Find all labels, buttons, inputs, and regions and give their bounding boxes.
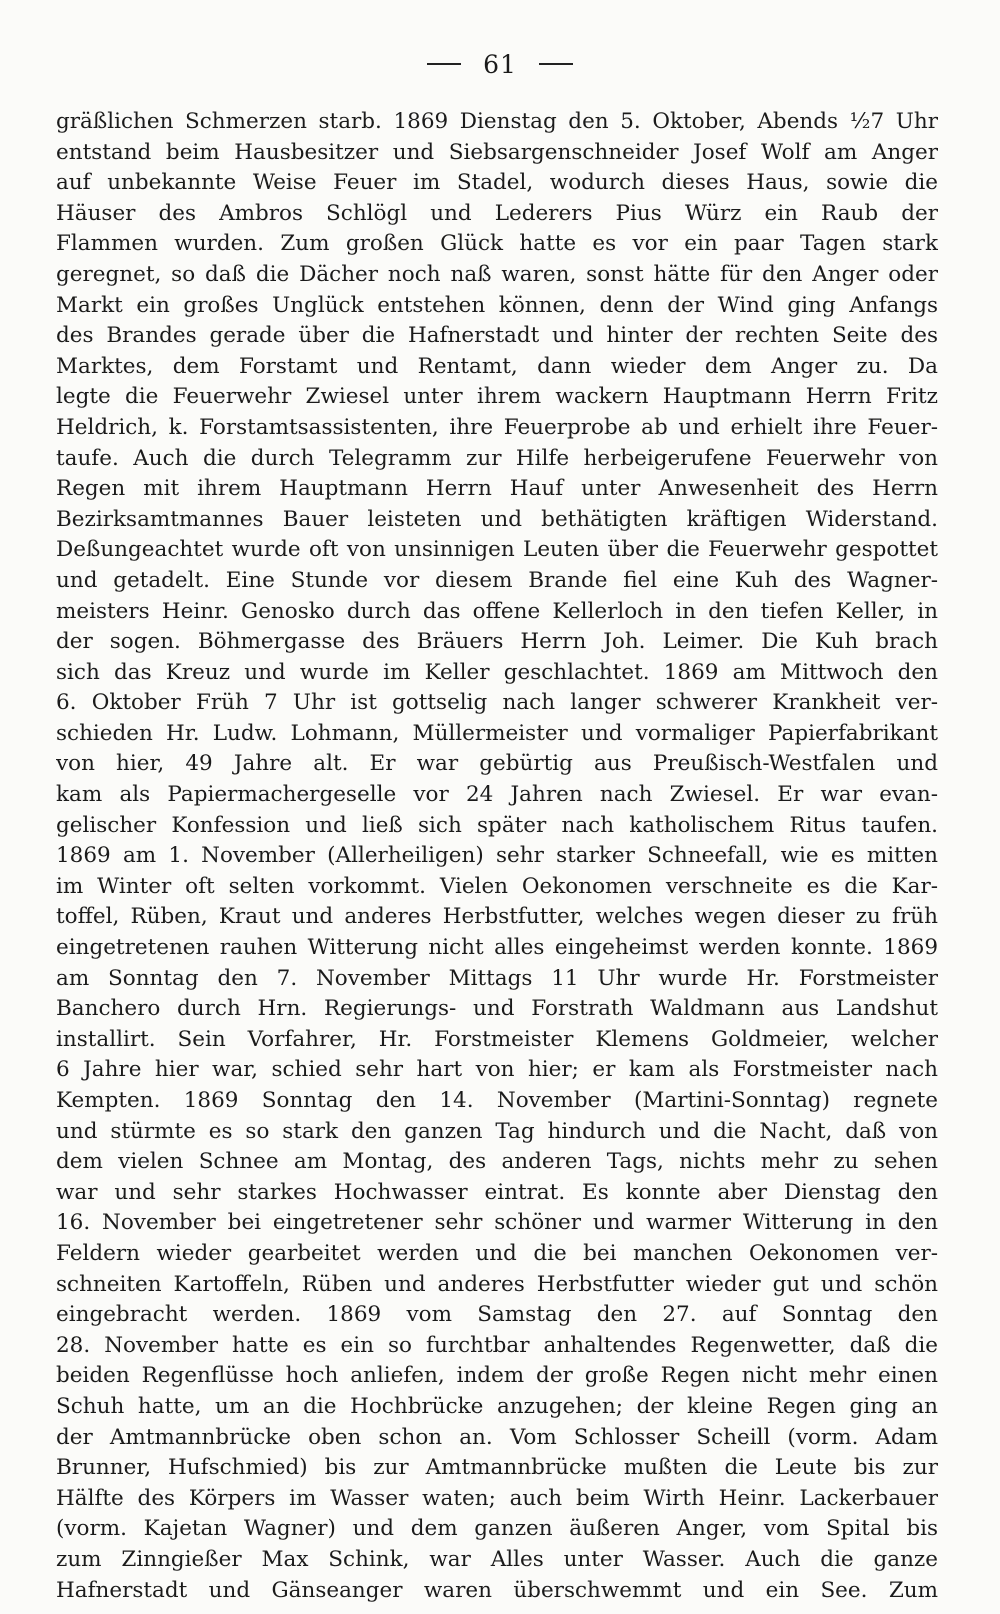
header-dash-left [427, 63, 461, 65]
text-line: 28. November hatte es ein so furchtbar anhaltendes Regenwetter, daß die [56, 1332, 938, 1358]
text-line: gräßlichen Schmerzen starb. 1869 Dienstag den 5. Oktober, Abends ½7 Uhr [56, 109, 938, 134]
text-line: installirt. Sein Vorfahrer, Hr. Forstmeister Klemens Goldmeier, welcher [56, 1026, 938, 1052]
text-line: Banchero durch Hrn. Regierungs- und Forstrath Waldmann aus Landshut [56, 996, 938, 1022]
text-line: toffel, Rüben, Kraut und anderes Herbstfutter, welches wegen dieser zu früh [56, 904, 938, 930]
text-line: im Winter oft selten vorkommt. Vielen Oekonomen verschneite es die Kar- [56, 873, 938, 899]
text-line: Kempten. 1869 Sonntag den 14. November (Martini-Sonntag) regnete [56, 1088, 938, 1113]
text-line: beiden Regenflüsse hoch anliefen, indem der große Regen nicht mehr einen [56, 1363, 938, 1389]
text-line: meisters Heinr. Genosko durch das offene Kellerloch in den tiefen Keller, in [56, 598, 938, 624]
text-line: auf unbekannte Weise Feuer im Stadel, wodurch dieses Haus, sowie die [56, 170, 938, 196]
text-line: eingebracht werden. 1869 vom Samstag den 27. auf Sonntag den [56, 1302, 938, 1328]
text-line: (vorm. Kajetan Wagner) und dem ganzen äußeren Anger, vom Spital bis [56, 1516, 938, 1542]
text-line: Markt ein großes Unglück entstehen können, denn der Wind ging Anfangs [56, 292, 938, 318]
text-line: von hier, 49 Jahre alt. Er war gebürtig aus Preußisch-Westfalen und [56, 751, 938, 777]
text-line: Flammen wurden. Zum großen Glück hatte es vor ein paar Tagen stark [56, 231, 938, 257]
text-line: gelischer Konfession und ließ sich später nach katholischem Ritus taufen. [56, 812, 938, 838]
text-line: zum Zinngießer Max Schink, war Alles unter Wasser. Auch die ganze [56, 1546, 938, 1572]
page-number: 61 [483, 49, 517, 79]
text-line: Marktes, dem Forstamt und Rentamt, dann wieder dem Anger zu. Da [56, 353, 938, 379]
text-line: Heldrich, k. Forstamtsassistenten, ihre Feuerprobe ab und erhielt ihre Feuer- [56, 414, 938, 440]
text-line: und stürmte es so stark den ganzen Tag hindurch und die Nacht, daß von [56, 1118, 938, 1144]
text-line: und getadelt. Eine Stunde vor diesem Brande fiel eine Kuh des Wagner- [56, 567, 938, 593]
text-line: 16. November bei eingetretener sehr schöner und warmer Witterung in den [56, 1210, 938, 1236]
text-line: Brunner, Hufschmied) bis zur Amtmannbrücke mußten die Leute bis zur [56, 1455, 938, 1481]
text-line: Feldern wieder gearbeitet werden und die bei manchen Oekonomen ver- [56, 1240, 938, 1266]
header-dash-right [539, 63, 573, 65]
text-line: Regen mit ihrem Hauptmann Herrn Hauf unter Anwesenheit des Herrn [56, 476, 938, 502]
text-line: Deßungeachtet wurde oft von unsinnigen Leuten über die Feuerwehr gespottet [56, 537, 938, 563]
text-line: Bezirksamtmannes Bauer leisteten und bethätigten kräftigen Widerstand. [56, 506, 938, 532]
chronicle-text [56, 107, 938, 1606]
text-line: taufe. Auch die durch Telegramm zur Hilfe herbeigerufene Feuerwehr von [56, 445, 938, 471]
text-line: schieden Hr. Ludw. Lohmann, Müllermeister und vormaliger Papierfabrikant [56, 720, 938, 746]
text-line: 6 Jahre hier war, schied sehr hart von hier; er kam als Forstmeister nach [56, 1057, 938, 1083]
text-line: Hälfte des Körpers im Wasser waten; auch beim Wirth Heinr. Lackerbauer [56, 1485, 938, 1511]
text-line: Hafnerstadt und Gänseanger waren überschwemmt und ein See. Zum [56, 1577, 938, 1603]
text-line: war und sehr starkes Hochwasser eintrat. Es konnte aber Dienstag den [56, 1179, 938, 1205]
text-line: Schuh hatte, um an die Hochbrücke anzugehen; der kleine Regen ging an [56, 1393, 938, 1419]
page-header [0, 44, 1000, 84]
text-line: 6. Oktober Früh 7 Uhr ist gottselig nach langer schwerer Krankheit ver- [56, 690, 938, 716]
text-line: am Sonntag den 7. November Mittags 11 Uhr wurde Hr. Forstmeister [56, 965, 938, 991]
text-line: des Brandes gerade über die Hafnerstadt und hinter der rechten Seite des [56, 323, 938, 349]
text-line: dem vielen Schnee am Montag, des anderen Tags, nichts mehr zu sehen [56, 1149, 938, 1175]
text-line: schneiten Kartoffeln, Rüben und anderes Herbstfutter wieder gut und schön [56, 1271, 938, 1297]
text-line: entstand beim Hausbesitzer und Siebsargenschneider Josef Wolf am Anger [56, 139, 938, 165]
text-line: 1869 am 1. November (Allerheiligen) sehr starker Schneefall, wie es mitten [56, 843, 938, 869]
text-line: Häuser des Ambros Schlögl und Lederers Pius Würz ein Raub der [56, 200, 938, 226]
text-line: geregnet, so daß die Dächer noch naß waren, sonst hätte für den Anger oder [56, 261, 938, 287]
text-line: eingetretenen rauhen Witterung nicht alles eingeheimst werden konnte. 1869 [56, 935, 938, 961]
text-line: sich das Kreuz und wurde im Keller geschlachtet. 1869 am Mittwoch den [56, 659, 938, 685]
text-line: kam als Papiermachergeselle vor 24 Jahren nach Zwiesel. Er war evan- [56, 782, 938, 808]
text-line: der Amtmannbrücke oben schon an. Vom Schlosser Scheill (vorm. Adam [56, 1424, 938, 1450]
text-line: legte die Feuerwehr Zwiesel unter ihrem wackern Hauptmann Herrn Fritz [56, 384, 938, 410]
text-line: der sogen. Böhmergasse des Bräuers Herrn Joh. Leimer. Die Kuh brach [56, 629, 938, 655]
